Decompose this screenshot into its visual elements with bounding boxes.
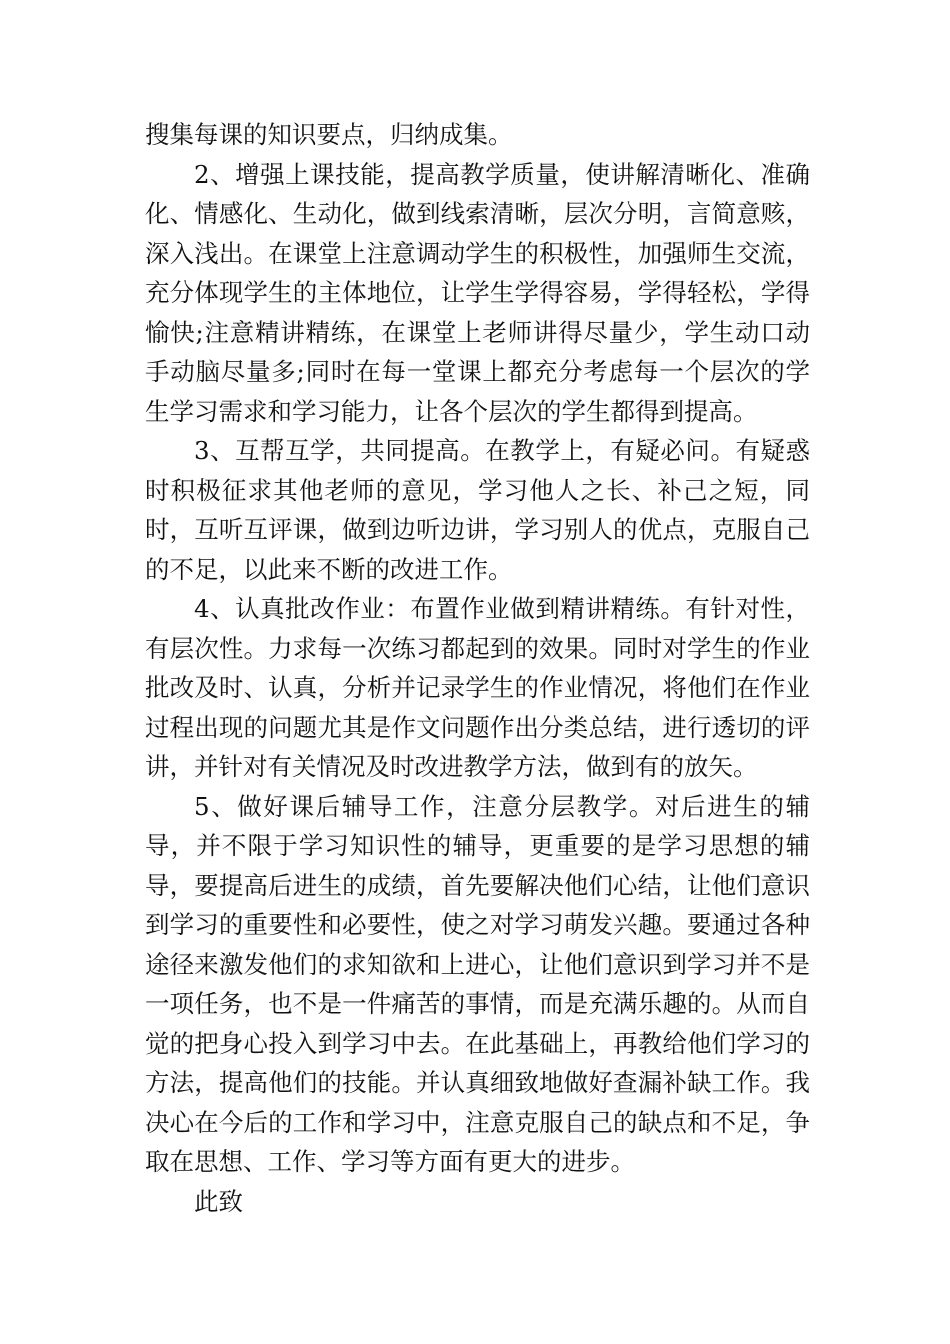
paragraph-continuation: 搜集每课的知识要点，归纳成集。 — [145, 120, 513, 149]
paragraph-item-5: 5、做好课后辅导工作，注意分层教学。对后进生的辅导，并不限于学习知识性的辅导，更重要的是学习思想的辅导，要提高后进生的成绩，首先要解决他们心结，让他们意识到学习的重要性和必要性，使之对学习萌发兴趣。要通过各种途径来激发他们的求知欲和上进心，让他们意识到学习并不是一项任务，也不是一件痛苦的事情，而是充满乐趣的。从而自觉的把身心投入到学习中去。在此基础上，再教给他们学习的方法，提高他们的技能。并认真细致地做好查漏补缺工作。我决心在今后的工作和学习中，注意克服自己的缺点和不足，争取在思想、工作、学习等方面有更大的进步。 — [145, 791, 810, 1176]
document-page — [145, 115, 810, 1221]
paragraph-item-3: 3、互帮互学，共同提高。在教学上，有疑必问。有疑惑时积极征求其他老师的意见，学习他人之长、补己之短，同时，互听互评课，做到边听边讲，学习别人的优点，克服自己的不足，以此来不断的改进工作。 — [145, 436, 810, 584]
paragraph-item-4: 4、认真批改作业：布置作业做到精讲精练。有针对性，有层次性。力求每一次练习都起到的效果。同时对学生的作业批改及时、认真，分析并记录学生的作业情况，将他们在作业过程出现的问题尤其是作文问题作出分类总结，进行透切的评讲，并针对有关情况及时改进教学方法，做到有的放矢。 — [145, 594, 810, 781]
paragraph-item-2: 2、增强上课技能，提高教学质量，使讲解清晰化、准确化、情感化、生动化，做到线索清晰，层次分明，言简意赅，深入浅出。在课堂上注意调动学生的积极性，加强师生交流，充分体现学生的主体地位，让学生学得容易，学得轻松，学得愉快;注意精讲精练，在课堂上老师讲得尽量少，学生动口动手动脑尽量多;同时在每一堂课上都充分考虑每一个层次的学生学习需求和学习能力，让各个层次的学生都得到提高。 — [145, 159, 810, 426]
closing-salutation: 此致 — [194, 1186, 243, 1216]
